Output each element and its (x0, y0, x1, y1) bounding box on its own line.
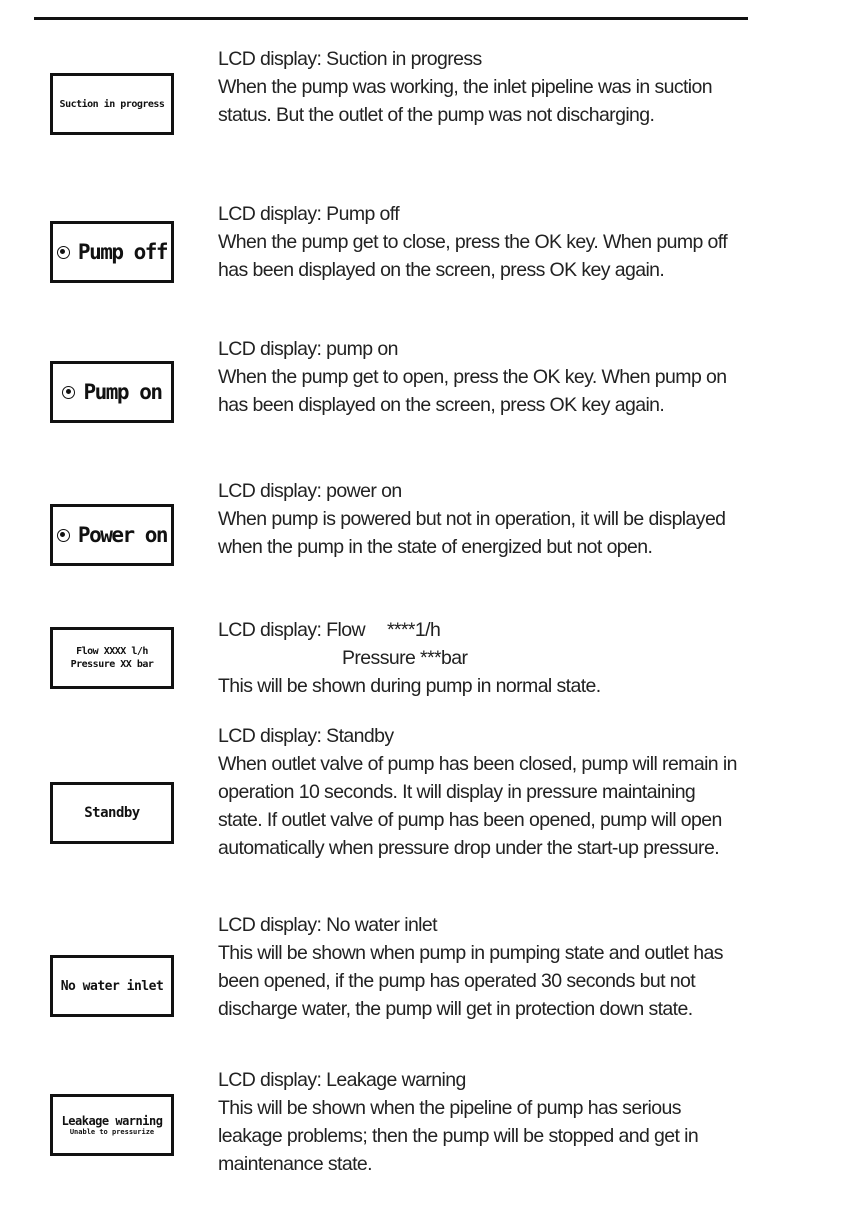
entry-title-flow-value: ****1/h (386, 619, 441, 641)
lcd-line: Power on (77, 523, 168, 547)
lcd-line: Suction in progress (59, 98, 165, 110)
lcd-line: Leakage warning (61, 1113, 163, 1128)
entry-title: LCD display: Pump off (218, 203, 400, 225)
entry-body: When outlet valve of pump has been closed, pump will remain in operation 10 seconds. It will display in pressure maintaining state. If outlet valve of pump has been opened, pump will open automatically when pressure drop under the start-up pressure. (218, 753, 737, 859)
lcd-line: Pump on (83, 380, 162, 404)
entry-title-prefix: LCD display: Flow (218, 619, 365, 641)
lcd-display-no-water-inlet (50, 955, 174, 1017)
entry-body: When the pump get to open, press the OK key. When pump on has been displayed on the screen, press OK key again. (218, 366, 727, 416)
lcd-display-pump-on (50, 361, 174, 423)
lcd-line: No water inlet (60, 978, 164, 994)
entry-title: LCD display: Leakage warning (218, 1069, 466, 1091)
entry-body: When the pump was working, the inlet pipeline was in suction status. But the outlet of the pump was not discharging. (218, 76, 713, 126)
entry-description (218, 477, 738, 561)
entry-title (218, 616, 738, 644)
entry-body: When the pump get to close, press the OK key. When pump off has been displayed on the screen, press OK key again. (218, 231, 728, 281)
entry-description (218, 722, 738, 862)
entry-title: LCD display: power on (218, 480, 402, 502)
entry-description (218, 200, 738, 284)
entry-body: When pump is powered but not in operation, it will be displayed when the pump in the state of energized but not open. (218, 508, 726, 558)
entry-title: LCD display: No water inlet (218, 914, 437, 936)
entry-title-pressure: Pressure ***bar (342, 647, 468, 669)
lcd-line: Flow XXXX l/h (76, 646, 148, 657)
lcd-display-power-on (50, 504, 174, 566)
radio-icon (57, 529, 70, 542)
lcd-line: Pump off (77, 240, 168, 264)
entry-description (218, 45, 738, 129)
radio-icon (62, 386, 75, 399)
radio-icon (57, 246, 70, 259)
entry-body: This will be shown during pump in normal state. (218, 675, 601, 697)
entry-description (218, 335, 738, 419)
top-rule (34, 17, 748, 20)
entry-description (218, 1066, 738, 1178)
entry-description (218, 616, 738, 700)
entry-body: This will be shown when the pipeline of pump has serious leakage problems; then the pump will be stopped and get in maintenance state. (218, 1097, 699, 1175)
lcd-display-pump-off (50, 221, 174, 283)
lcd-display-standby (50, 782, 174, 844)
lcd-display-suction (50, 73, 174, 135)
lcd-line: Unable to pressurize (69, 1127, 155, 1136)
entry-title: LCD display: Suction in progress (218, 48, 482, 70)
lcd-display-flow-pressure (50, 627, 174, 689)
lcd-display-leakage-warning (50, 1094, 174, 1156)
entry-title: LCD display: pump on (218, 338, 398, 360)
lcd-line: Standby (84, 805, 140, 821)
entry-title: LCD display: Standby (218, 725, 394, 747)
lcd-line: Pressure XX bar (70, 659, 154, 670)
entry-body: This will be shown when pump in pumping state and outlet has been opened, if the pump has operated 30 seconds but not discharge water, the pump will get in protection down state. (218, 942, 723, 1020)
entry-description (218, 911, 738, 1023)
